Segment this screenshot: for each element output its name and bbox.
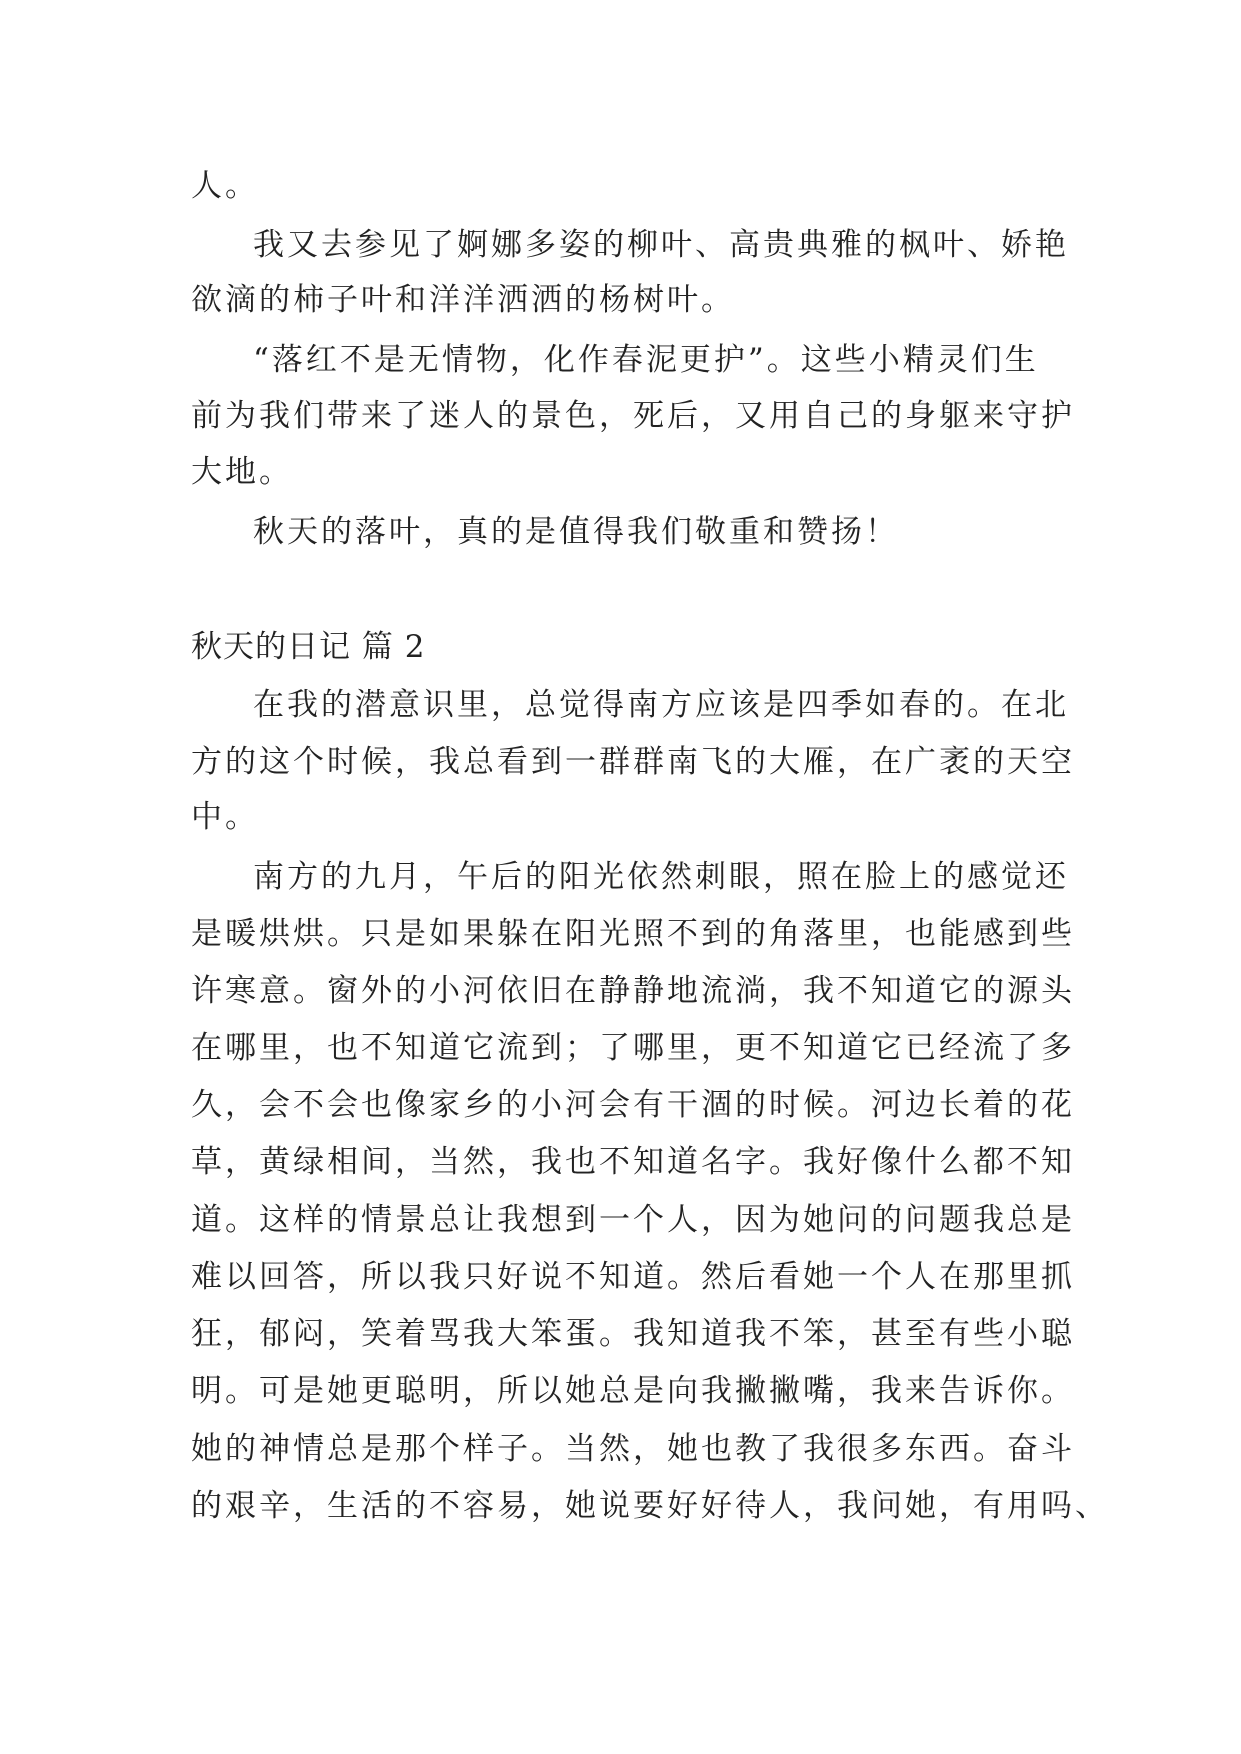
paragraph-line: 草，黄绿相间，当然，我也不知道名字。我好像什么都不知 (191, 1144, 1075, 1180)
paragraph-line: 她的神情总是那个样子。当然，她也教了我很多东西。奋斗 (191, 1431, 1075, 1467)
paragraph-line: 的艰辛，生活的不容易，她说要好好待人，我问她，有用吗、 (191, 1488, 1109, 1524)
paragraph-line: 南方的九月，午后的阳光依然刺眼，照在脸上的感觉还 (253, 859, 1069, 895)
paragraph-line: “落红不是无情物，化作春泥更护”。这些小精灵们生 (253, 342, 1039, 378)
paragraph-line: 明。可是她更聪明，所以她总是向我撇撇嘴，我来告诉你。 (191, 1373, 1075, 1409)
paragraph-line: 我又去参见了婀娜多姿的柳叶、高贵典雅的枫叶、娇艳 (253, 227, 1069, 263)
paragraph-line: 难以回答，所以我只好说不知道。然后看她一个人在那里抓 (191, 1259, 1075, 1295)
paragraph-line: 欲滴的柿子叶和洋洋洒洒的杨树叶。 (191, 282, 735, 318)
paragraph-line: 中。 (191, 799, 259, 835)
section-heading: 秋天的日记 篇 2 (191, 629, 426, 665)
paragraph-line: 方的这个时候，我总看到一群群南飞的大雁，在广袤的天空 (191, 744, 1075, 780)
paragraph-line: 前为我们带来了迷人的景色，死后，又用自己的身躯来守护 (191, 398, 1075, 434)
paragraph-line: 是暖烘烘。只是如果躲在阳光照不到的角落里，也能感到些 (191, 916, 1075, 952)
paragraph-line: 久，会不会也像家乡的小河会有干涸的时候。河边长着的花 (191, 1087, 1075, 1123)
paragraph-line: 狂，郁闷，笑着骂我大笨蛋。我知道我不笨，甚至有些小聪 (191, 1316, 1075, 1352)
paragraph-line: 在哪里，也不知道它流到；了哪里，更不知道它已经流了多 (191, 1030, 1075, 1066)
paragraph-line: 大地。 (191, 454, 293, 490)
paragraph-line: 道。这样的情景总让我想到一个人，因为她问的问题我总是 (191, 1202, 1075, 1238)
paragraph-line: 在我的潜意识里，总觉得南方应该是四季如春的。在北 (253, 687, 1069, 723)
paragraph-line: 秋天的落叶，真的是值得我们敬重和赞扬！ (253, 514, 899, 550)
paragraph-line: 人。 (191, 168, 259, 204)
paragraph-line: 许寒意。窗外的小河依旧在静静地流淌，我不知道它的源头 (191, 973, 1075, 1009)
